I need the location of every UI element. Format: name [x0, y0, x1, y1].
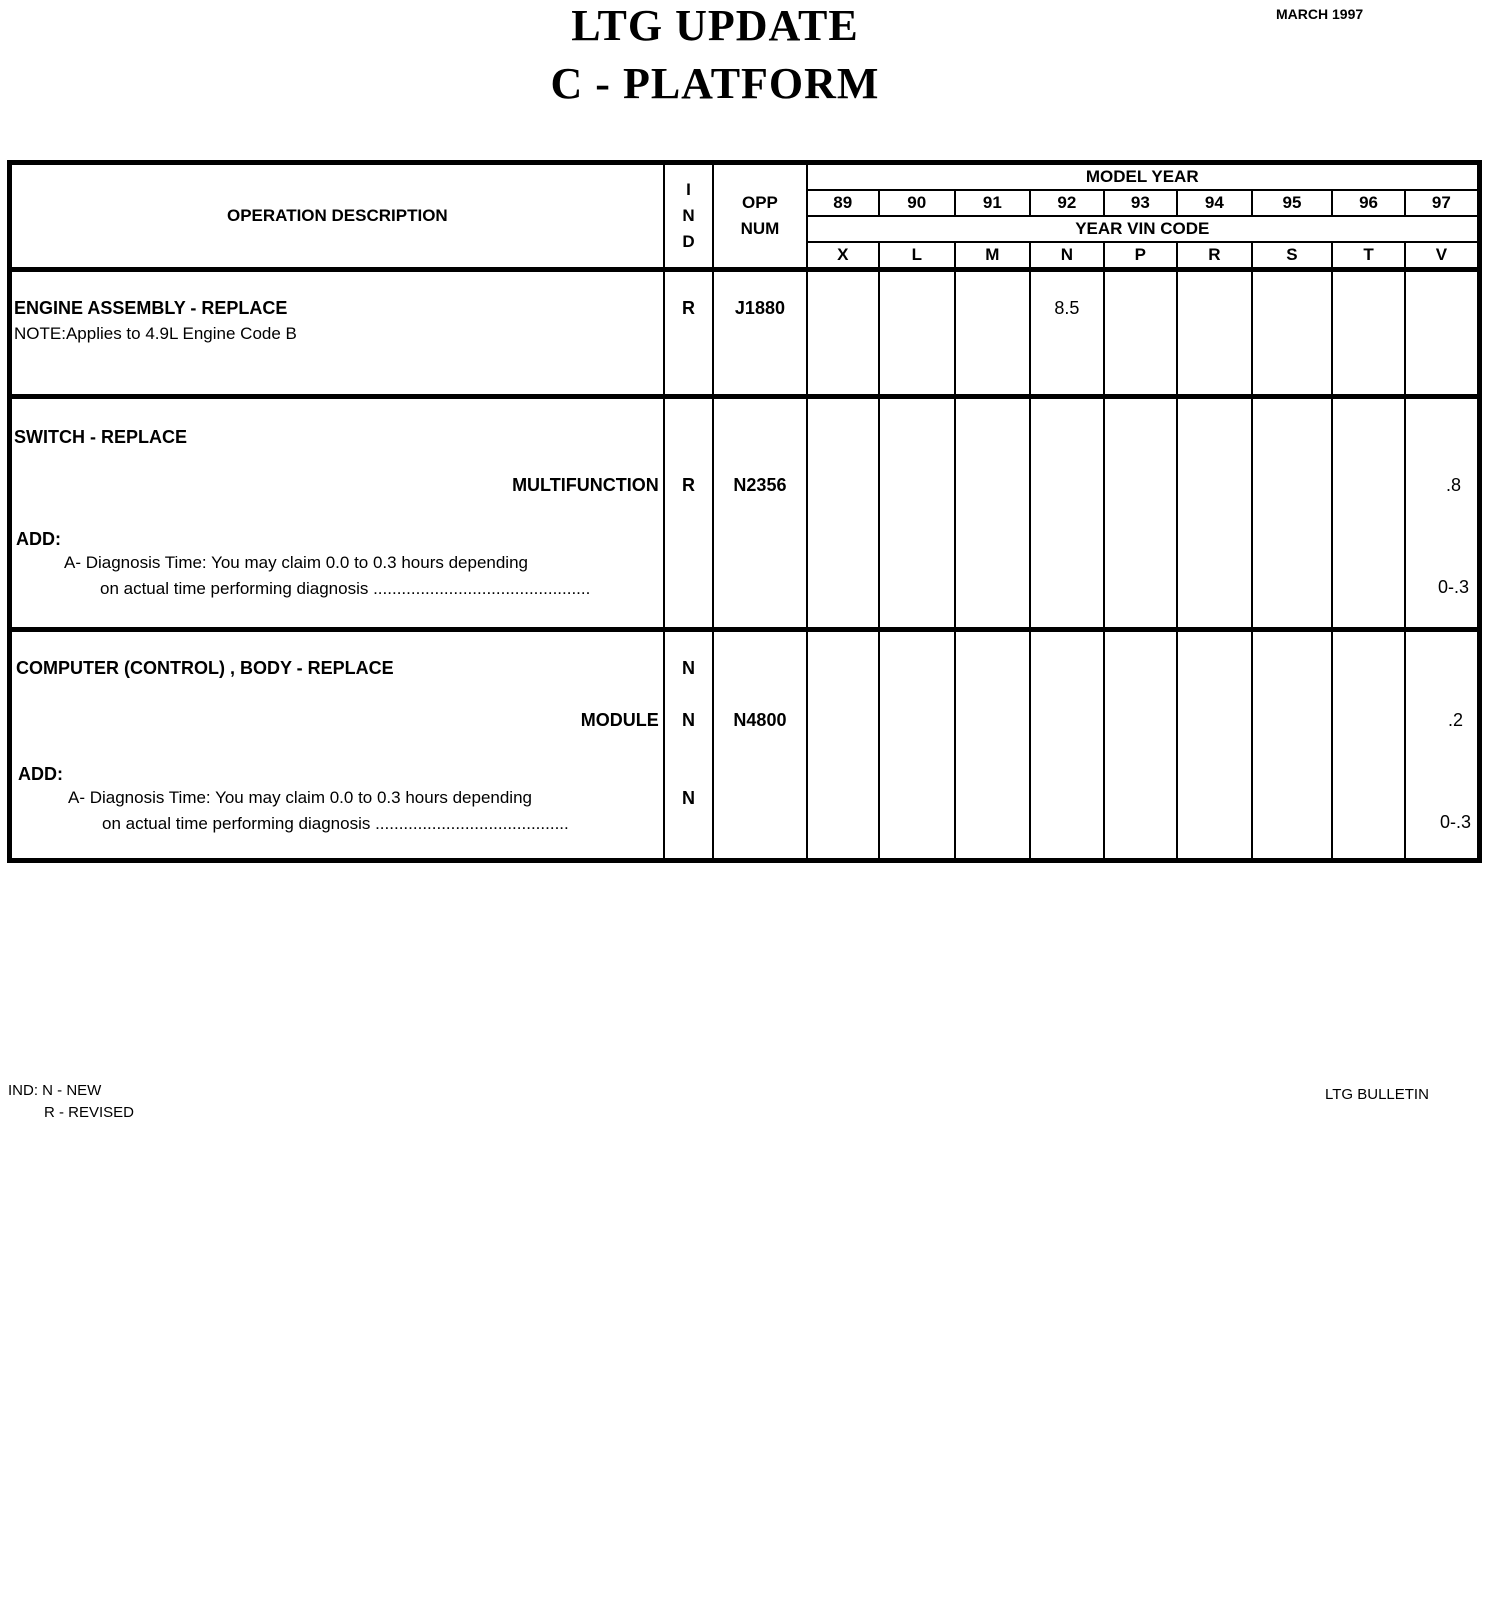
row-ind: [664, 270, 714, 397]
header-ind-n: N: [682, 206, 695, 225]
labor-time-value: .2: [1447, 710, 1463, 730]
row-year92-cell: [1030, 270, 1103, 397]
operation-title: ENGINE ASSEMBLY - REPLACE: [14, 298, 288, 318]
vin-t: T: [1332, 242, 1404, 270]
labor-time-value: 8.5: [1054, 298, 1080, 318]
table-row: [10, 270, 1480, 397]
ind-value: R: [682, 475, 696, 495]
operation-title: COMPUTER (CONTROL) , BODY - REPLACE: [16, 658, 394, 678]
add-line-1: A- Diagnosis Time: You may claim 0.0 to 0.3 hours depending: [68, 788, 532, 807]
ind-legend: [8, 1080, 134, 1124]
page-title-line2: C - PLATFORM: [550, 59, 880, 108]
row-description: [10, 397, 664, 630]
header-year-vin-code: YEAR VIN CODE: [807, 216, 1480, 242]
vin-x: X: [807, 242, 879, 270]
year-96: 96: [1332, 190, 1404, 216]
vin-r: R: [1177, 242, 1252, 270]
add-line-2: on actual time performing diagnosis .........................................: [102, 814, 569, 833]
vin-n: N: [1030, 242, 1103, 270]
vin-m: M: [955, 242, 1031, 270]
year-91: 91: [955, 190, 1031, 216]
header-ind: [664, 163, 714, 270]
vin-p: P: [1104, 242, 1177, 270]
legend-revised: R - REVISED: [44, 1104, 135, 1121]
row-description: [10, 270, 664, 397]
year-95: 95: [1252, 190, 1333, 216]
operation-note: NOTE:Applies to 4.9L Engine Code B: [14, 324, 297, 343]
add-label: ADD:: [16, 529, 61, 549]
vin-l: L: [879, 242, 955, 270]
add-line-2: on actual time performing diagnosis ..............................................: [100, 579, 591, 598]
header-ind-i: I: [686, 180, 691, 199]
year-90: 90: [879, 190, 955, 216]
operation-sub-label: MODULE: [580, 710, 659, 730]
diagnosis-time-value: 0-.3: [1439, 812, 1471, 832]
legend-new: IND: N - NEW: [8, 1082, 102, 1099]
row-ind: [664, 630, 714, 861]
header-row-model-year: [10, 163, 1480, 191]
row-year97-cell: [1405, 630, 1480, 861]
bulletin-label: LTG BULLETIN: [1325, 1086, 1429, 1103]
labor-time-value: .8: [1445, 475, 1461, 495]
operation-title: SWITCH - REPLACE: [14, 427, 187, 447]
header-model-year: MODEL YEAR: [807, 163, 1480, 191]
table-row: [10, 630, 1480, 861]
year-97: 97: [1405, 190, 1480, 216]
operation-sub-label: MULTIFUNCTION: [512, 475, 659, 495]
header-opp-num: [713, 163, 806, 270]
vin-v: V: [1405, 242, 1480, 270]
row-year97-cell: [1405, 397, 1480, 630]
diagnosis-time-value: 0-.3: [1437, 577, 1469, 597]
ind-value: N: [682, 710, 696, 730]
year-92: 92: [1030, 190, 1103, 216]
header-ind-d: D: [682, 232, 695, 251]
ind-value: N: [682, 658, 696, 678]
page-title-line1: LTG UPDATE: [571, 1, 859, 50]
opp-value: N2356: [733, 475, 787, 495]
opp-value: N4800: [733, 710, 787, 730]
row-description: [10, 630, 664, 861]
ind-value: R: [682, 298, 696, 318]
row-ind: [664, 397, 714, 630]
header-operation-description: OPERATION DESCRIPTION: [10, 163, 664, 270]
opp-value: J1880: [734, 298, 785, 318]
add-line-1: A- Diagnosis Time: You may claim 0.0 to 0.3 hours depending: [64, 553, 528, 572]
add-label: ADD:: [18, 764, 63, 784]
vin-s: S: [1252, 242, 1333, 270]
labor-time-table: [7, 160, 1482, 863]
header-num: NUM: [740, 219, 780, 238]
publication-date: MARCH 1997: [1276, 6, 1364, 22]
ind-value: N: [682, 788, 696, 808]
header-opp: OPP: [742, 193, 778, 212]
table-row: [10, 397, 1480, 630]
row-opp: [713, 397, 806, 630]
year-93: 93: [1104, 190, 1177, 216]
year-94: 94: [1177, 190, 1252, 216]
year-89: 89: [807, 190, 879, 216]
row-opp: [713, 270, 806, 397]
row-opp: [713, 630, 806, 861]
